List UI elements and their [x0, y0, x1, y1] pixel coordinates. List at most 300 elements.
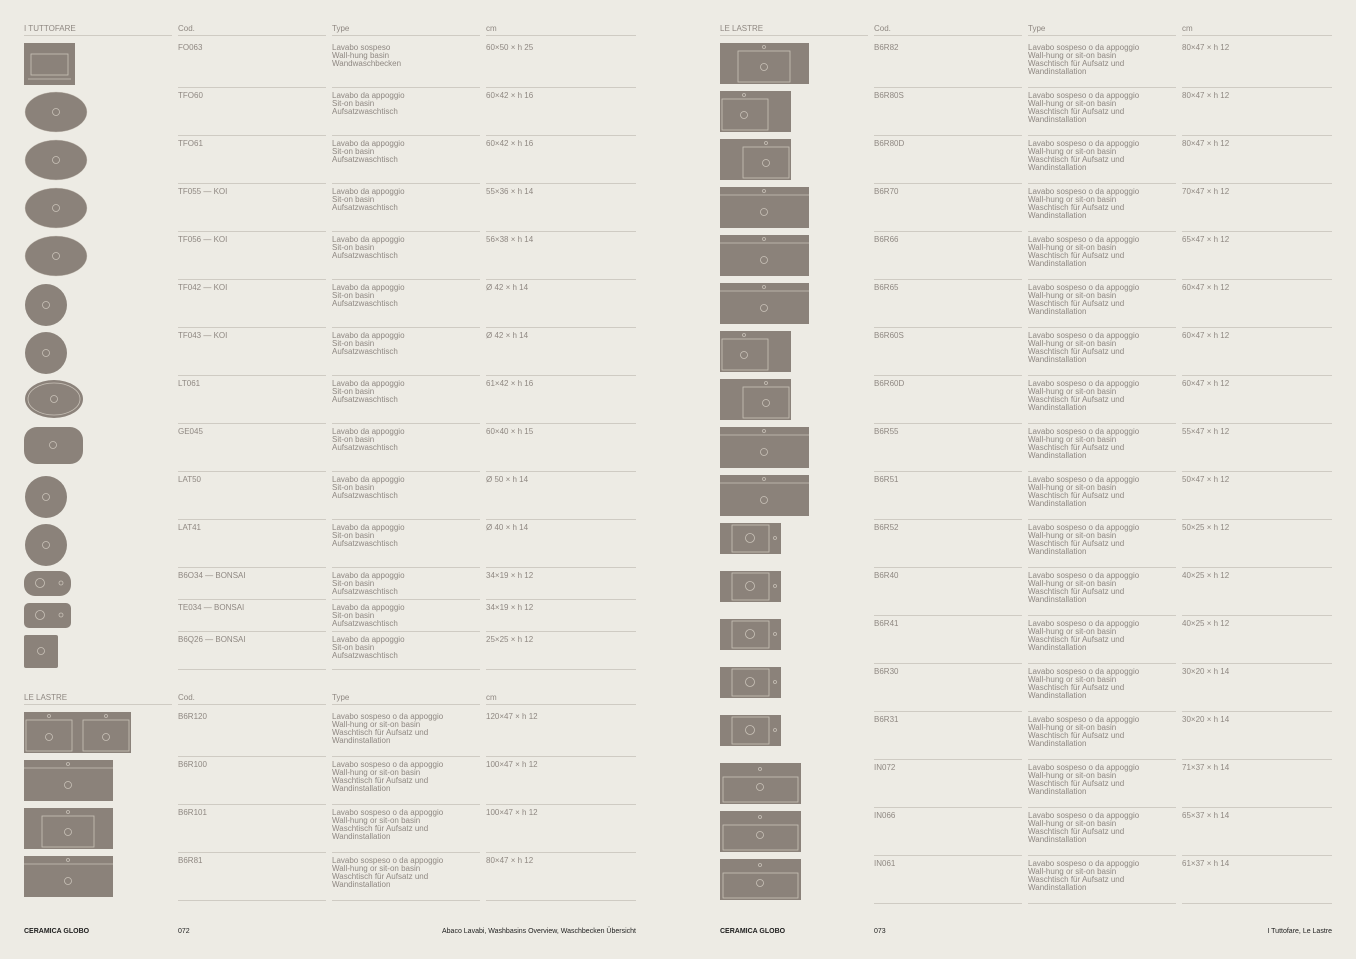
- washbasin-drawing: [720, 187, 810, 229]
- table-row: [720, 664, 1332, 712]
- table-row: [24, 520, 636, 568]
- type-line: Waschtisch für Aufsatz und: [332, 872, 429, 881]
- type-line: Wall-hung or sit-on basin: [1028, 483, 1117, 492]
- product-dimensions: 80×47 × h 12: [486, 856, 534, 865]
- type-line: Waschtisch für Aufsatz und: [1028, 299, 1125, 308]
- washbasin-drawing: [720, 427, 810, 469]
- product-code: TF043 — KOI: [178, 331, 228, 340]
- type-line: Sit-on basin: [332, 611, 375, 620]
- product-code: B6R120: [178, 712, 207, 721]
- row-divider: [178, 669, 326, 670]
- table-row: [24, 424, 636, 472]
- table-row: [720, 520, 1332, 568]
- product-code: B6R101: [178, 808, 207, 817]
- type-line: Wandinstallation: [1028, 739, 1087, 748]
- product-type: [332, 857, 480, 889]
- type-line: Wandinstallation: [332, 880, 391, 889]
- type-line: Sit-on basin: [332, 99, 375, 108]
- product-code: B6O34 — BONSAI: [178, 571, 246, 580]
- type-line: Lavabo da appoggio: [332, 571, 405, 580]
- product-type: [1028, 860, 1176, 892]
- product-dimensions: 61×37 × h 14: [1182, 859, 1230, 868]
- washbasin-drawing: [720, 139, 792, 181]
- type-line: Lavabo sospeso o da appoggio: [1028, 859, 1140, 868]
- row-divider: [1028, 903, 1176, 904]
- type-line: Wandinstallation: [1028, 115, 1087, 124]
- table-row: [24, 40, 636, 88]
- product-type: [332, 572, 480, 596]
- product-dimensions: 100×47 × h 12: [486, 760, 538, 769]
- product-code: TFO60: [178, 91, 203, 100]
- type-line: Lavabo sospeso o da appoggio: [1028, 91, 1140, 100]
- washbasin-drawing: [720, 763, 802, 805]
- product-dimensions: 25×25 × h 12: [486, 635, 534, 644]
- washbasin-drawing: [24, 603, 72, 629]
- header-divider: [874, 35, 1022, 36]
- product-code: TF055 — KOI: [178, 187, 228, 196]
- product-code: B6R81: [178, 856, 203, 865]
- product-code: LAT50: [178, 475, 201, 484]
- washbasin-drawing: [720, 91, 792, 133]
- type-line: Lavabo sospeso o da appoggio: [1028, 763, 1140, 772]
- type-line: Waschtisch für Aufsatz und: [1028, 59, 1125, 68]
- product-dimensions: 50×25 × h 12: [1182, 523, 1230, 532]
- type-line: Wandinstallation: [332, 784, 391, 793]
- washbasin-drawing: [720, 667, 782, 699]
- type-line: Aufsatzwaschtisch: [332, 587, 398, 596]
- type-line: Lavabo da appoggio: [332, 427, 405, 436]
- header-type: Type: [332, 24, 350, 33]
- type-line: Wall-hung or sit-on basin: [1028, 339, 1117, 348]
- header-type: Type: [1028, 24, 1046, 33]
- header-divider: [178, 35, 326, 36]
- type-line: Lavabo da appoggio: [332, 331, 405, 340]
- type-line: Lavabo sospeso o da appoggio: [1028, 523, 1140, 532]
- type-line: Wall-hung or sit-on basin: [1028, 291, 1117, 300]
- product-dimensions: 60×47 × h 12: [1182, 379, 1230, 388]
- table-row: [720, 808, 1332, 856]
- type-line: Lavabo sospeso o da appoggio: [1028, 811, 1140, 820]
- page-072: [24, 0, 636, 959]
- product-dimensions: 34×19 × h 12: [486, 571, 534, 580]
- washbasin-drawing: [24, 856, 114, 898]
- product-code: B6R80D: [874, 139, 905, 148]
- type-line: Sit-on basin: [332, 483, 375, 492]
- type-line: Lavabo da appoggio: [332, 475, 405, 484]
- type-line: Wandinstallation: [1028, 547, 1087, 556]
- type-line: Wall-hung or sit-on basin: [1028, 147, 1117, 156]
- product-type: [332, 284, 480, 308]
- product-type: [1028, 428, 1176, 460]
- type-line: Lavabo sospeso o da appoggio: [1028, 139, 1140, 148]
- type-line: Lavabo da appoggio: [332, 603, 405, 612]
- product-dimensions: 34×19 × h 12: [486, 603, 534, 612]
- type-line: Wall-hung or sit-on basin: [332, 864, 421, 873]
- section-header-lastre: [720, 20, 1332, 36]
- type-line: Lavabo sospeso: [332, 43, 391, 52]
- product-type: [332, 476, 480, 500]
- type-line: Wall-hung or sit-on basin: [1028, 51, 1117, 60]
- type-line: Waschtisch für Aufsatz und: [1028, 443, 1125, 452]
- header-cm: cm: [1182, 24, 1193, 33]
- product-dimensions: 70×47 × h 12: [1182, 187, 1230, 196]
- product-type: [1028, 188, 1176, 220]
- type-line: Waschtisch für Aufsatz und: [1028, 251, 1125, 260]
- header-divider: [1182, 35, 1332, 36]
- product-type: [332, 380, 480, 404]
- type-line: Wandinstallation: [1028, 691, 1087, 700]
- product-type: [1028, 812, 1176, 844]
- type-line: Lavabo da appoggio: [332, 523, 405, 532]
- header-divider: [1028, 35, 1176, 36]
- washbasin-drawing: [24, 571, 72, 597]
- product-dimensions: Ø 40 × h 14: [486, 523, 529, 532]
- type-line: Lavabo da appoggio: [332, 187, 405, 196]
- product-dimensions: 100×47 × h 12: [486, 808, 538, 817]
- product-type: [332, 236, 480, 260]
- washbasin-drawing: [24, 523, 68, 567]
- product-code: B6R82: [874, 43, 899, 52]
- product-code: B6R51: [874, 475, 899, 484]
- type-line: Lavabo da appoggio: [332, 379, 405, 388]
- type-line: Aufsatzwaschtisch: [332, 539, 398, 548]
- header-name: LE LASTRE: [24, 693, 68, 702]
- product-code: IN072: [874, 763, 896, 772]
- type-line: Lavabo sospeso o da appoggio: [1028, 283, 1140, 292]
- product-type: [332, 809, 480, 841]
- table-row: [24, 709, 636, 757]
- header-name: LE LASTRE: [720, 24, 764, 33]
- product-type: [332, 713, 480, 745]
- type-line: Wandinstallation: [1028, 499, 1087, 508]
- product-dimensions: 60×47 × h 12: [1182, 283, 1230, 292]
- table-row: [24, 632, 636, 670]
- washbasin-drawing: [24, 235, 88, 277]
- table-row: [24, 376, 636, 424]
- row-divider: [332, 669, 480, 670]
- type-line: Sit-on basin: [332, 579, 375, 588]
- product-dimensions: 50×47 × h 12: [1182, 475, 1230, 484]
- type-line: Wandinstallation: [1028, 67, 1087, 76]
- product-type: [1028, 668, 1176, 700]
- product-dimensions: 60×42 × h 16: [486, 91, 534, 100]
- table-row: [24, 472, 636, 520]
- type-line: Waschtisch für Aufsatz und: [1028, 539, 1125, 548]
- type-line: Wall-hung or sit-on basin: [1028, 195, 1117, 204]
- washbasin-drawing: [720, 523, 782, 555]
- type-line: Wall-hung or sit-on basin: [1028, 675, 1117, 684]
- product-type: [1028, 236, 1176, 268]
- washbasin-drawing: [24, 475, 68, 519]
- table-row: [720, 328, 1332, 376]
- type-line: Waschtisch für Aufsatz und: [1028, 347, 1125, 356]
- washbasin-drawing: [720, 283, 810, 325]
- type-line: Wandinstallation: [1028, 643, 1087, 652]
- type-line: Aufsatzwaschtisch: [332, 651, 398, 660]
- footer-page-number: 073: [874, 928, 886, 935]
- footer-page-number: 072: [178, 928, 190, 935]
- type-line: Lavabo sospeso o da appoggio: [332, 808, 444, 817]
- header-divider: [178, 704, 326, 705]
- type-line: Wandinstallation: [1028, 403, 1087, 412]
- type-line: Wall-hung or sit-on basin: [1028, 579, 1117, 588]
- header-cod: Cod.: [874, 24, 891, 33]
- washbasin-drawing: [720, 619, 782, 651]
- product-dimensions: 80×47 × h 12: [1182, 91, 1230, 100]
- product-type: [1028, 44, 1176, 76]
- washbasin-drawing: [24, 187, 88, 229]
- type-line: Wall-hung or sit-on basin: [1028, 435, 1117, 444]
- type-line: Sit-on basin: [332, 339, 375, 348]
- type-line: Lavabo sospeso o da appoggio: [1028, 43, 1140, 52]
- type-line: Wall-hung or sit-on basin: [1028, 99, 1117, 108]
- product-dimensions: 55×47 × h 12: [1182, 427, 1230, 436]
- table-row: [720, 568, 1332, 616]
- type-line: Wall-hung or sit-on basin: [1028, 819, 1117, 828]
- washbasin-drawing: [24, 331, 68, 375]
- type-line: Wandinstallation: [1028, 163, 1087, 172]
- product-type: [332, 188, 480, 212]
- type-line: Waschtisch für Aufsatz und: [332, 776, 429, 785]
- product-type: [1028, 380, 1176, 412]
- product-dimensions: 120×47 × h 12: [486, 712, 538, 721]
- washbasin-drawing: [720, 331, 792, 373]
- type-line: Wandinstallation: [332, 736, 391, 745]
- washbasin-drawing: [24, 635, 59, 669]
- type-line: Aufsatzwaschtisch: [332, 251, 398, 260]
- table-row: [24, 853, 636, 901]
- washbasin-drawing: [24, 139, 88, 181]
- header-divider: [24, 704, 172, 705]
- header-type: Type: [332, 693, 350, 702]
- washbasin-drawing: [24, 712, 132, 754]
- product-dimensions: 60×40 × h 15: [486, 427, 534, 436]
- washbasin-drawing: [720, 379, 792, 421]
- type-line: Wandinstallation: [1028, 451, 1087, 460]
- product-dimensions: 80×47 × h 12: [1182, 43, 1230, 52]
- type-line: Waschtisch für Aufsatz und: [1028, 875, 1125, 884]
- type-line: Aufsatzwaschtisch: [332, 395, 398, 404]
- table-row: [720, 136, 1332, 184]
- product-code: B6Q26 — BONSAI: [178, 635, 246, 644]
- type-line: Wall-hung or sit-on basin: [332, 720, 421, 729]
- type-line: Waschtisch für Aufsatz und: [1028, 395, 1125, 404]
- header-divider: [486, 35, 636, 36]
- type-line: Wandinstallation: [1028, 835, 1087, 844]
- type-line: Wall-hung or sit-on basin: [1028, 867, 1117, 876]
- type-line: Lavabo da appoggio: [332, 139, 405, 148]
- type-line: Waschtisch für Aufsatz und: [1028, 155, 1125, 164]
- type-line: Sit-on basin: [332, 387, 375, 396]
- type-line: Lavabo sospeso o da appoggio: [1028, 619, 1140, 628]
- section-header-lastre: [24, 689, 636, 705]
- product-code: LT061: [178, 379, 201, 388]
- type-line: Wandinstallation: [1028, 259, 1087, 268]
- product-code: B6R30: [874, 667, 899, 676]
- type-line: Wall-hung or sit-on basin: [1028, 771, 1117, 780]
- type-line: Lavabo sospeso o da appoggio: [1028, 571, 1140, 580]
- product-code: B6R55: [874, 427, 899, 436]
- product-dimensions: 30×20 × h 14: [1182, 715, 1230, 724]
- type-line: Lavabo da appoggio: [332, 283, 405, 292]
- table-row: [720, 712, 1332, 760]
- table-row: [720, 856, 1332, 904]
- product-type: [332, 604, 480, 628]
- type-line: Wall-hung or sit-on basin: [1028, 723, 1117, 732]
- type-line: Lavabo da appoggio: [332, 91, 405, 100]
- product-code: B6R80S: [874, 91, 904, 100]
- washbasin-drawing: [24, 283, 68, 327]
- washbasin-drawing: [720, 235, 810, 277]
- product-dimensions: 40×25 × h 12: [1182, 571, 1230, 580]
- product-code: B6R41: [874, 619, 899, 628]
- type-line: Lavabo sospeso o da appoggio: [1028, 427, 1140, 436]
- product-dimensions: 30×20 × h 14: [1182, 667, 1230, 676]
- header-cm: cm: [486, 693, 497, 702]
- product-type: [332, 636, 480, 660]
- type-line: Aufsatzwaschtisch: [332, 443, 398, 452]
- product-dimensions: 65×47 × h 12: [1182, 235, 1230, 244]
- washbasin-drawing: [720, 43, 810, 85]
- table-row: [720, 184, 1332, 232]
- washbasin-drawing: [24, 91, 88, 133]
- type-line: Sit-on basin: [332, 435, 375, 444]
- header-divider: [332, 704, 480, 705]
- type-line: Aufsatzwaschtisch: [332, 203, 398, 212]
- washbasin-drawing: [24, 427, 84, 465]
- product-code: B6R66: [874, 235, 899, 244]
- type-line: Waschtisch für Aufsatz und: [1028, 779, 1125, 788]
- header-cm: cm: [486, 24, 497, 33]
- type-line: Lavabo sospeso o da appoggio: [332, 712, 444, 721]
- type-line: Lavabo sospeso o da appoggio: [1028, 475, 1140, 484]
- product-type: [1028, 764, 1176, 796]
- type-line: Lavabo sospeso o da appoggio: [1028, 667, 1140, 676]
- row-divider: [874, 903, 1022, 904]
- product-type: [1028, 716, 1176, 748]
- row-divider: [1182, 903, 1332, 904]
- product-type: [1028, 140, 1176, 172]
- type-line: Wandwaschbecken: [332, 59, 402, 68]
- type-line: Wandinstallation: [1028, 883, 1087, 892]
- product-dimensions: 80×47 × h 12: [1182, 139, 1230, 148]
- table-row: [24, 805, 636, 853]
- product-dimensions: Ø 50 × h 14: [486, 475, 529, 484]
- row-divider: [332, 900, 480, 901]
- table-row: [720, 760, 1332, 808]
- product-code: B6R70: [874, 187, 899, 196]
- type-line: Wall-hung or sit-on basin: [1028, 627, 1117, 636]
- product-code: B6R52: [874, 523, 899, 532]
- product-code: B6R40: [874, 571, 899, 580]
- product-dimensions: 61×42 × h 16: [486, 379, 534, 388]
- table-row: [24, 280, 636, 328]
- type-line: Lavabo sospeso o da appoggio: [1028, 379, 1140, 388]
- table-row: [24, 568, 636, 600]
- product-code: GE045: [178, 427, 203, 436]
- type-line: Wandinstallation: [1028, 355, 1087, 364]
- type-line: Lavabo da appoggio: [332, 635, 405, 644]
- product-code: TF042 — KOI: [178, 283, 228, 292]
- type-line: Aufsatzwaschtisch: [332, 107, 398, 116]
- type-line: Waschtisch für Aufsatz und: [1028, 827, 1125, 836]
- product-code: IN066: [874, 811, 896, 820]
- product-dimensions: 60×47 × h 12: [1182, 331, 1230, 340]
- header-divider: [486, 704, 636, 705]
- product-code: TF056 — KOI: [178, 235, 228, 244]
- washbasin-drawing: [24, 760, 114, 802]
- type-line: Sit-on basin: [332, 531, 375, 540]
- header-cod: Cod.: [178, 24, 195, 33]
- type-line: Sit-on basin: [332, 643, 375, 652]
- product-code: B6R60D: [874, 379, 905, 388]
- product-type: [1028, 620, 1176, 652]
- table-row: [24, 88, 636, 136]
- footer-brand: CERAMICA GLOBO: [24, 928, 90, 935]
- washbasin-drawing: [24, 808, 114, 850]
- type-line: Waschtisch für Aufsatz und: [1028, 635, 1125, 644]
- type-line: Wandinstallation: [332, 832, 391, 841]
- header-cod: Cod.: [178, 693, 195, 702]
- type-line: Aufsatzwaschtisch: [332, 155, 398, 164]
- type-line: Sit-on basin: [332, 147, 375, 156]
- type-line: Waschtisch für Aufsatz und: [1028, 731, 1125, 740]
- header-divider: [720, 35, 868, 36]
- type-line: Lavabo sospeso o da appoggio: [1028, 331, 1140, 340]
- table-row: [24, 184, 636, 232]
- table-row: [720, 88, 1332, 136]
- type-line: Lavabo sospeso o da appoggio: [1028, 715, 1140, 724]
- table-row: [24, 232, 636, 280]
- type-line: Lavabo sospeso o da appoggio: [332, 760, 444, 769]
- header-divider: [332, 35, 480, 36]
- product-dimensions: 65×37 × h 14: [1182, 811, 1230, 820]
- type-line: Wall-hung basin: [332, 51, 390, 60]
- type-line: Wandinstallation: [1028, 211, 1087, 220]
- table-row: [720, 376, 1332, 424]
- product-dimensions: 56×38 × h 14: [486, 235, 534, 244]
- type-line: Wall-hung or sit-on basin: [332, 768, 421, 777]
- table-row: [720, 472, 1332, 520]
- table-row: [720, 424, 1332, 472]
- type-line: Waschtisch für Aufsatz und: [332, 824, 429, 833]
- type-line: Waschtisch für Aufsatz und: [1028, 587, 1125, 596]
- washbasin-drawing: [720, 475, 810, 517]
- type-line: Waschtisch für Aufsatz und: [332, 728, 429, 737]
- section-header-tuttofare: [24, 20, 636, 36]
- product-code: IN061: [874, 859, 896, 868]
- type-line: Sit-on basin: [332, 243, 375, 252]
- type-line: Lavabo sospeso o da appoggio: [1028, 187, 1140, 196]
- product-type: [1028, 524, 1176, 556]
- type-line: Wall-hung or sit-on basin: [1028, 531, 1117, 540]
- washbasin-drawing: [720, 571, 782, 603]
- header-name: I TUTTOFARE: [24, 24, 76, 33]
- washbasin-drawing: [720, 859, 802, 901]
- type-line: Wandinstallation: [1028, 307, 1087, 316]
- type-line: Wall-hung or sit-on basin: [1028, 387, 1117, 396]
- footer-brand: CERAMICA GLOBO: [720, 928, 786, 935]
- row-divider: [178, 900, 326, 901]
- product-code: LAT41: [178, 523, 201, 532]
- type-line: Waschtisch für Aufsatz und: [1028, 203, 1125, 212]
- type-line: Wall-hung or sit-on basin: [1028, 243, 1117, 252]
- product-type: [332, 524, 480, 548]
- product-code: TFO61: [178, 139, 203, 148]
- product-code: TE034 — BONSAI: [178, 603, 245, 612]
- product-type: [1028, 476, 1176, 508]
- type-line: Aufsatzwaschtisch: [332, 347, 398, 356]
